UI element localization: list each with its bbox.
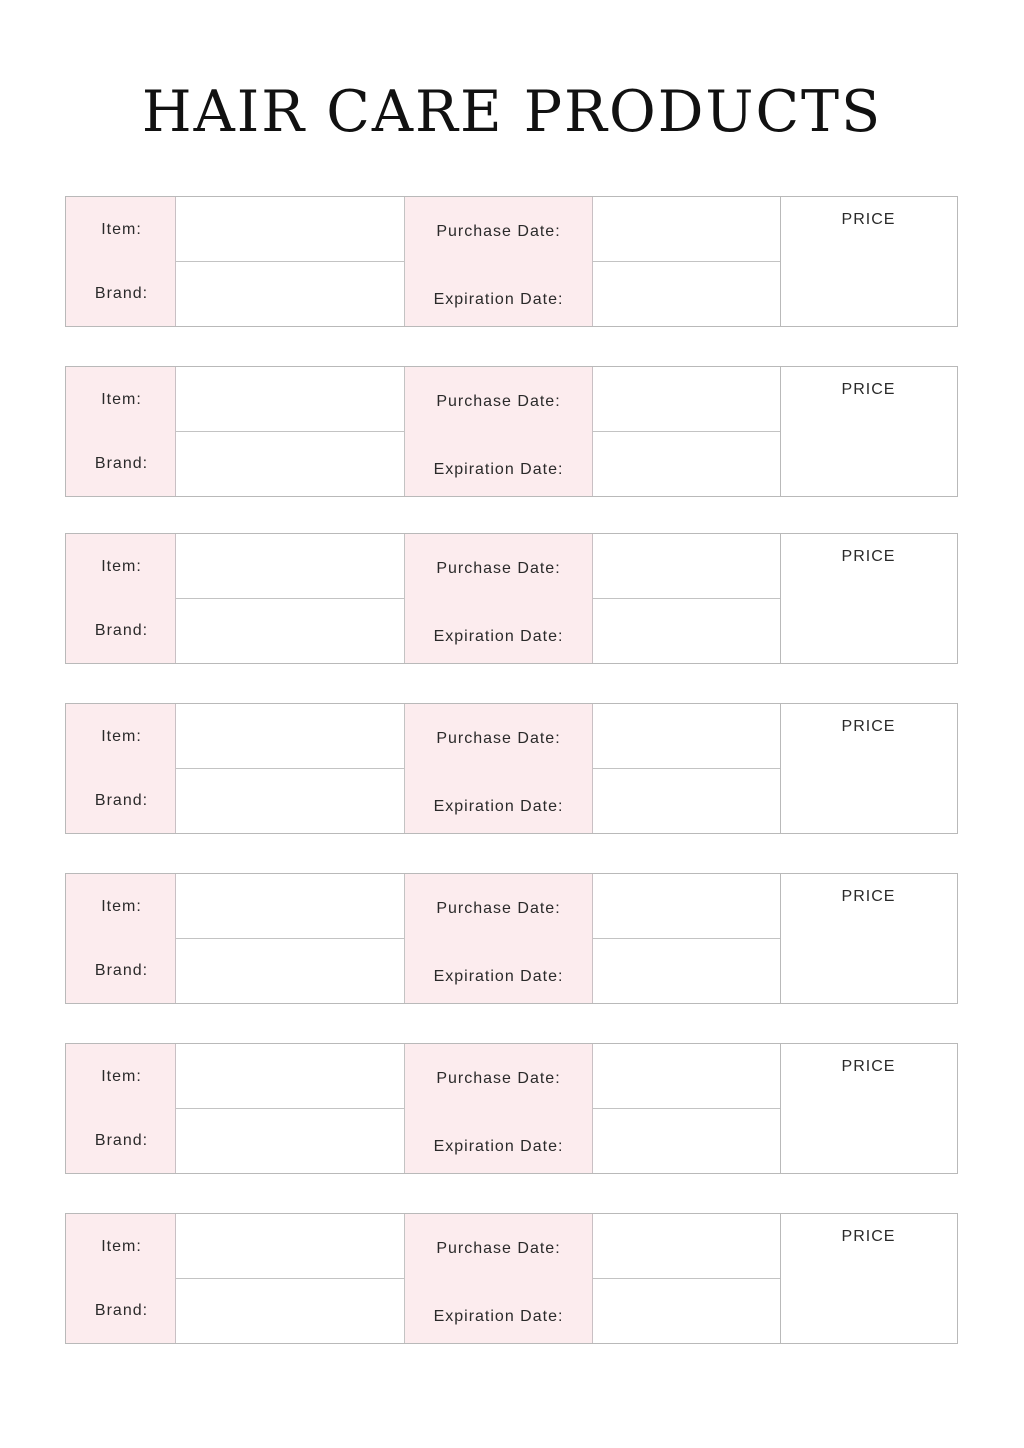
purchase-date-field[interactable] [592,197,780,262]
price-label: PRICE [841,1058,896,1075]
expiration-date-field[interactable] [592,262,780,326]
item-field[interactable] [175,197,404,262]
expiration-date-label: Expiration Date: [404,262,592,326]
expiration-date-field[interactable] [592,939,780,1003]
item-field[interactable] [175,1214,404,1279]
expiration-date-label: Expiration Date: [404,1109,592,1173]
product-card [65,196,958,327]
purchase-date-label: Purchase Date: [404,367,592,432]
brand-field[interactable] [175,1279,404,1343]
item-field[interactable] [175,367,404,432]
purchase-date-field[interactable] [592,874,780,939]
item-field[interactable] [175,704,404,769]
purchase-date-label: Purchase Date: [404,197,592,262]
brand-label: Brand: [66,769,175,833]
product-card [65,1043,958,1174]
brand-label: Brand: [66,939,175,1003]
expiration-date-label: Expiration Date: [404,432,592,496]
purchase-date-field[interactable] [592,1214,780,1279]
expiration-date-field[interactable] [592,599,780,663]
expiration-date-label: Expiration Date: [404,599,592,663]
price-label: PRICE [841,718,896,735]
product-card [65,533,958,664]
expiration-date-field[interactable] [592,1279,780,1343]
brand-field[interactable] [175,599,404,663]
purchase-date-field[interactable] [592,1044,780,1109]
purchase-date-label: Purchase Date: [404,1214,592,1279]
product-card [65,703,958,834]
product-card [65,873,958,1004]
purchase-date-label: Purchase Date: [404,874,592,939]
price-field[interactable] [780,1044,956,1173]
price-label: PRICE [841,548,896,565]
brand-field[interactable] [175,432,404,496]
expiration-date-field[interactable] [592,432,780,496]
purchase-date-field[interactable] [592,704,780,769]
price-label: PRICE [841,211,896,228]
brand-label: Brand: [66,432,175,496]
brand-label: Brand: [66,1109,175,1173]
item-field[interactable] [175,874,404,939]
purchase-date-field[interactable] [592,534,780,599]
price-label: PRICE [841,888,896,905]
purchase-date-label: Purchase Date: [404,704,592,769]
price-field[interactable] [780,1214,956,1343]
price-label: PRICE [841,1228,896,1245]
brand-field[interactable] [175,1109,404,1173]
price-field[interactable] [780,534,956,663]
expiration-date-field[interactable] [592,769,780,833]
item-label: Item: [66,534,175,599]
price-field[interactable] [780,874,956,1003]
brand-field[interactable] [175,262,404,326]
product-card [65,366,958,497]
item-label: Item: [66,197,175,262]
purchase-date-field[interactable] [592,367,780,432]
brand-label: Brand: [66,599,175,663]
product-card [65,1213,958,1344]
item-label: Item: [66,704,175,769]
item-label: Item: [66,874,175,939]
price-label: PRICE [841,381,896,398]
price-field[interactable] [780,197,956,326]
item-field[interactable] [175,534,404,599]
brand-field[interactable] [175,769,404,833]
price-field[interactable] [780,367,956,496]
item-label: Item: [66,367,175,432]
expiration-date-label: Expiration Date: [404,939,592,1003]
expiration-date-label: Expiration Date: [404,769,592,833]
purchase-date-label: Purchase Date: [404,1044,592,1109]
item-label: Item: [66,1044,175,1109]
purchase-date-label: Purchase Date: [404,534,592,599]
expiration-date-field[interactable] [592,1109,780,1173]
brand-label: Brand: [66,262,175,326]
price-field[interactable] [780,704,956,833]
item-field[interactable] [175,1044,404,1109]
expiration-date-label: Expiration Date: [404,1279,592,1343]
brand-field[interactable] [175,939,404,1003]
item-label: Item: [66,1214,175,1279]
page-title: HAIR CARE PRODUCTS [141,79,883,145]
brand-label: Brand: [66,1279,175,1343]
